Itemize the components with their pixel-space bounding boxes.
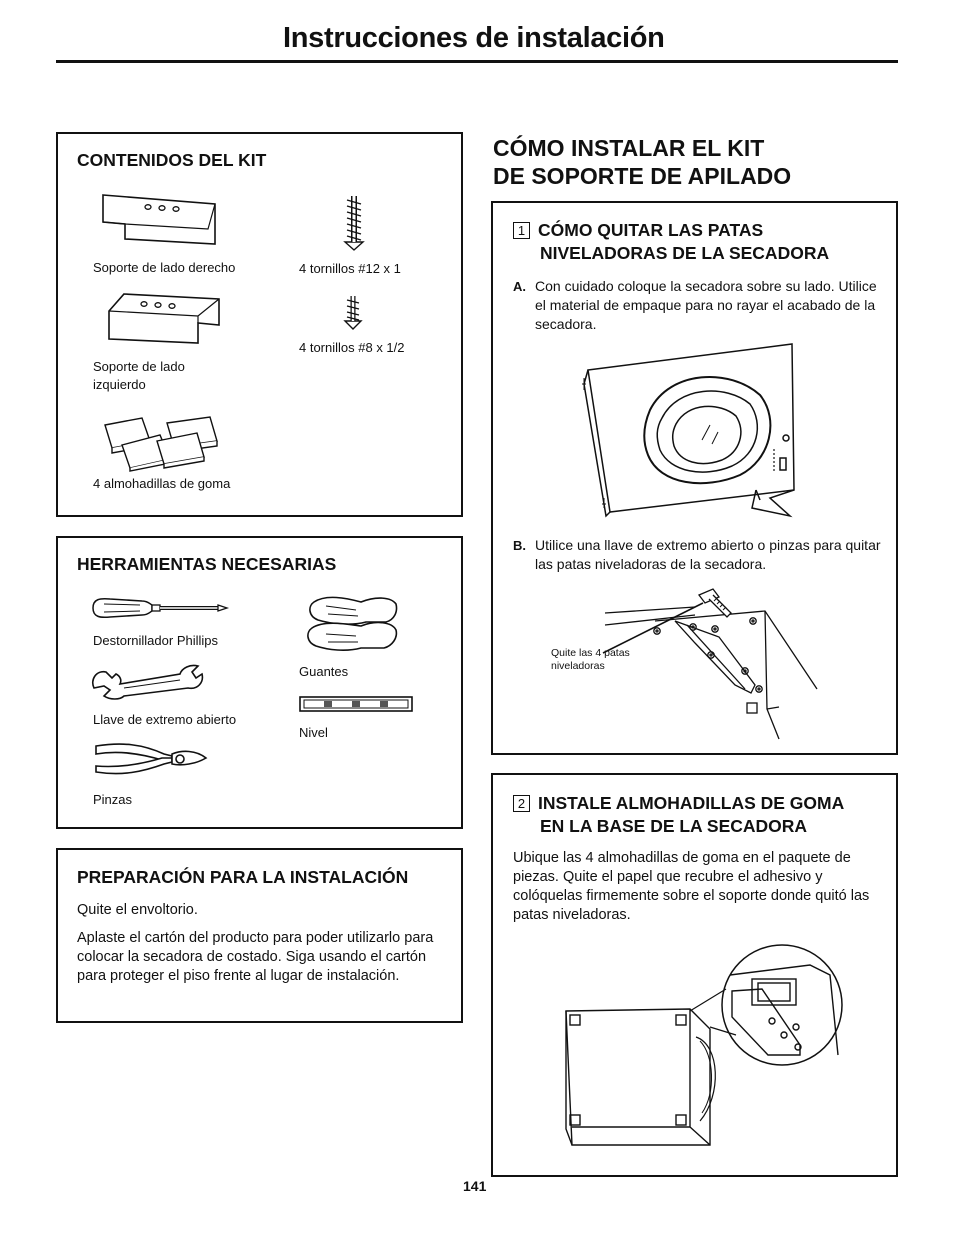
prep-paragraph: Aplaste el cartón del producto para poder utilizarlo para colocar la secadora de costado. Siga usando el cartón para proteger el piso frente al lugar de instalación. <box>77 930 434 984</box>
tool-label: Llave de extremo abierto <box>93 712 237 727</box>
step-text: Con cuidado coloque la secadora sobre su lado. Utilice el material de empaque para no rayar el acabado de la secadora. <box>535 278 877 332</box>
kit-item-label: 4 tornillos #8 x 1/2 <box>299 340 405 355</box>
step-marker: A. <box>513 279 526 294</box>
tool-label: Nivel <box>299 725 328 740</box>
step1-a <box>513 277 888 334</box>
howto-heading-line: CÓMO INSTALAR EL KIT <box>493 135 765 161</box>
screwdriver-icon <box>90 595 230 621</box>
step-title-line: CÓMO QUITAR LAS PATAS <box>538 220 764 240</box>
step1-b <box>513 536 888 574</box>
title-rule <box>56 60 898 63</box>
kit-item-label: Soporte de lado derecho <box>93 260 236 275</box>
gloves-icon <box>306 592 401 654</box>
step1-title <box>513 219 829 265</box>
kit-item-label: 4 tornillos #12 x 1 <box>299 261 401 276</box>
leveling-legs-callout: Quite las 4 patas niveladoras <box>551 647 630 672</box>
howto-heading <box>493 134 791 190</box>
step-number-badge: 2 <box>513 795 530 812</box>
step-title-line: NIVELADORAS DE LA SECADORA <box>540 243 830 263</box>
page-number: 141 <box>463 1178 487 1194</box>
left-bracket-icon <box>106 291 226 347</box>
step2-text: Ubique las 4 almohadillas de goma en el paquete de piezas. Quite el papel que recubre el adhesivo y colóquelas firmemente sobre el soporte donde quitó las patas niveladoras. <box>513 850 870 923</box>
screw-8-icon <box>343 293 363 331</box>
step-number-badge: 1 <box>513 222 530 239</box>
screw-12-icon <box>342 192 366 252</box>
tool-label: Pinzas <box>93 792 133 807</box>
howto-heading-line: DE SOPORTE DE APILADO <box>493 163 792 189</box>
right-bracket-icon <box>100 192 220 248</box>
page-title: Instrucciones de instalación <box>283 22 665 54</box>
step-title-line: EN LA BASE DE LA SECADORA <box>540 816 808 836</box>
kit-contents-heading: CONTENIDOS DEL KIT <box>77 150 267 170</box>
prep-paragraph: Quite el envoltorio. <box>77 902 198 918</box>
step2-title <box>513 792 844 838</box>
step-text: Utilice una llave de extremo abierto o pinzas para quitar las patas niveladoras de la secadora. <box>535 537 881 572</box>
prep-heading: PREPARACIÓN PARA LA INSTALACIÓN <box>77 867 409 887</box>
tool-label: Destornillador Phillips <box>93 633 218 648</box>
level-icon <box>298 694 414 714</box>
dryer-pads-illustration <box>560 945 865 1155</box>
kit-item-label: 4 almohadillas de goma <box>93 476 231 491</box>
step-title-line: INSTALE ALMOHADILLAS DE GOMA <box>538 793 845 813</box>
wrench-icon <box>90 660 205 700</box>
dryer-on-side-illustration <box>580 340 810 522</box>
step-marker: B. <box>513 538 526 553</box>
tools-heading: HERRAMIENTAS NECESARIAS <box>77 554 337 574</box>
kit-item-label: Soporte de lado izquierdo <box>93 359 185 392</box>
tool-label: Guantes <box>299 664 349 679</box>
rubber-pads-icon <box>102 413 222 471</box>
pliers-icon <box>92 740 210 780</box>
